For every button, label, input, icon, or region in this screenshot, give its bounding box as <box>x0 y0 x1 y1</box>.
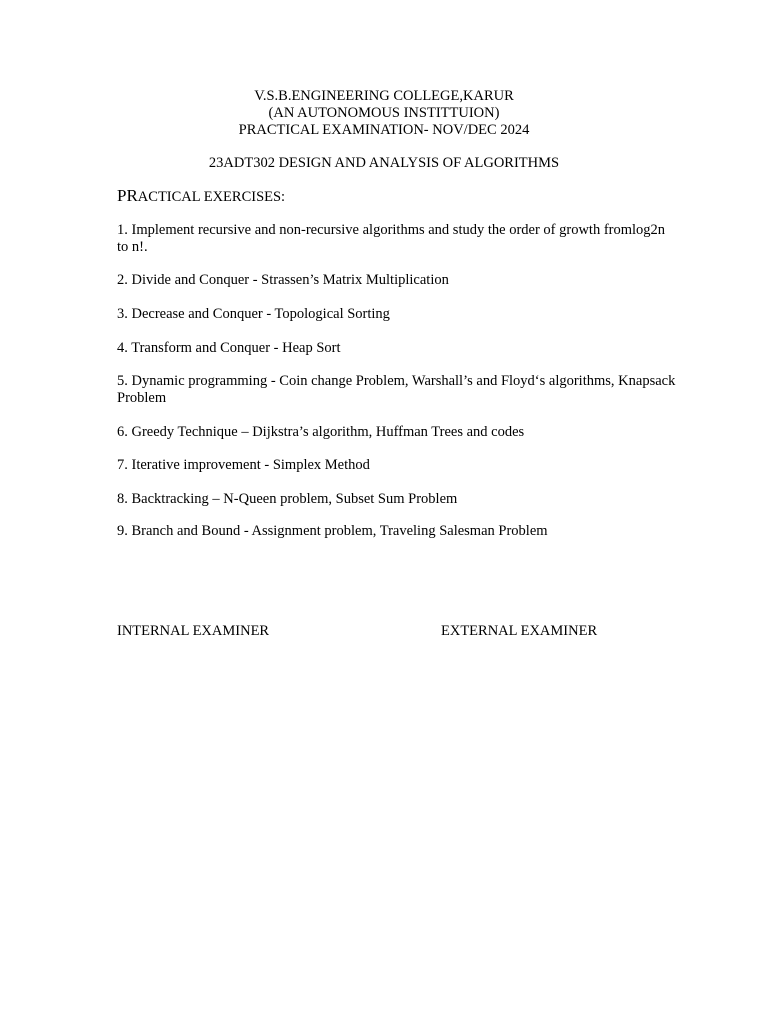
college-name: V.S.B.ENGINEERING COLLEGE,KARUR <box>254 88 514 104</box>
autonomous-line: (AN AUTONOMOUS INSTITTUION) <box>268 105 500 121</box>
exercise-item: 8. Backtracking – N-Queen problem, Subset Sum Problem <box>117 491 458 507</box>
exercise-item: 7. Iterative improvement - Simplex Method <box>117 457 370 473</box>
exercise-item: 4. Transform and Conquer - Heap Sort <box>117 340 341 356</box>
course-title: 23ADT302 DESIGN AND ANALYSIS OF ALGORITHMS <box>208 155 560 171</box>
exam-title: PRACTICAL EXAMINATION- NOV/DEC 2024 <box>238 122 530 138</box>
exercise-item: 3. Decrease and Conquer - Topological Sorting <box>117 306 390 322</box>
section-heading-rest: ACTICAL EXERCISES: <box>137 189 286 205</box>
internal-examiner-label: INTERNAL EXAMINER <box>117 623 270 639</box>
external-examiner-label: EXTERNAL EXAMINER <box>441 623 598 639</box>
exercise-item: 9. Branch and Bound - Assignment problem, Traveling Salesman Problem <box>117 523 548 539</box>
exercise-item: 6. Greedy Technique – Dijkstra’s algorithm, Huffman Trees and codes <box>117 424 525 440</box>
exercise-item: 5. Dynamic programming - Coin change Problem, Warshall’s and Floyd‘s algorithms, Knapsack Problem <box>117 373 676 406</box>
exercise-item: 2. Divide and Conquer - Strassen’s Matrix Multiplication <box>117 272 449 288</box>
section-heading <box>117 186 285 207</box>
section-heading-prefix: PR <box>117 186 138 205</box>
exercise-item: 1. Implement recursive and non-recursive algorithms and study the order of growth fromlog2n to n!. <box>117 222 666 255</box>
